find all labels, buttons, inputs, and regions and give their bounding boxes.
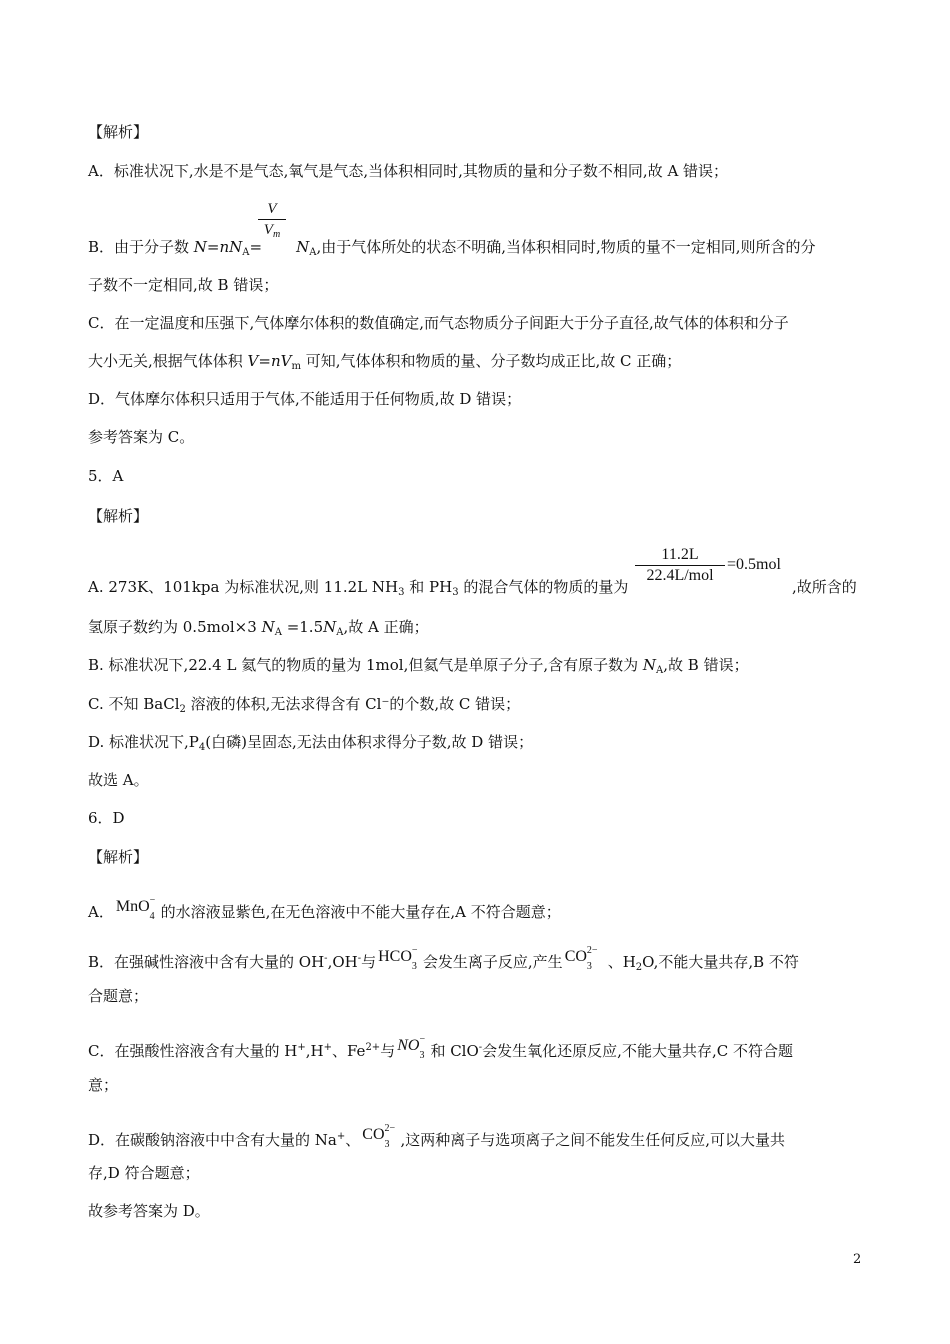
section6-option-c-line1 (88, 1035, 793, 1062)
frac-sub-m: m (272, 229, 281, 240)
section5-jiexi: 【解析】 (88, 507, 149, 525)
text: 和 ClO (430, 1042, 479, 1060)
text: NO (397, 1037, 420, 1054)
text: B. 标准状况下,22.4 L 氦气的物质的量为 1mol,但氦气是单原子分子,含有原子数为 (88, 656, 643, 674)
text: 2+ (365, 1042, 381, 1053)
text: CO (564, 948, 587, 965)
text: 可知,气体体积和物质的量、分子数均成正比,故 C 正确； (300, 352, 682, 370)
section5-option-c (88, 693, 520, 715)
nitrate-ion (397, 1034, 428, 1061)
text: B．在强碱性溶液中含有大量的 OH (88, 953, 325, 971)
text: A (309, 247, 317, 258)
text: 3 (419, 1050, 425, 1061)
text: 会发生离子反应,产生 (422, 953, 563, 971)
text: 氢原子数约为 0.5mol×3 (88, 618, 262, 636)
text: N (323, 618, 337, 636)
text: + (323, 1042, 332, 1053)
text: C. 不知 BaCl (88, 695, 180, 713)
permanganate-ion (115, 895, 159, 922)
text: B．由于分子数 (88, 238, 194, 256)
text: A (274, 627, 282, 638)
text: 4 (198, 742, 206, 753)
text: m (291, 361, 301, 372)
text: ,这两种离子与选项离子之间不能发生任何反应,可以大量共 (400, 1131, 786, 1149)
text: N (193, 238, 207, 256)
text: A (336, 627, 344, 638)
frac-denominator-v: V (263, 222, 273, 238)
fraction-v-over-vm (258, 199, 286, 240)
text: C．在强酸性溶液含有大量的 H (88, 1042, 298, 1060)
text: N (296, 238, 310, 256)
text: = (258, 352, 271, 370)
text: D. 标准状况下,P (88, 733, 199, 751)
text: CO (362, 1126, 385, 1143)
section5-option-a-after: ,故所含的 (792, 578, 857, 596)
section4-jiexi: 【解析】 (88, 123, 149, 141)
section6-option-d-line1 (88, 1124, 785, 1151)
text: ,H (305, 1042, 324, 1060)
text: ,故 B 错误； (663, 656, 749, 674)
text: N (261, 618, 275, 636)
text: 2 (179, 704, 186, 715)
section4-option-b-line1 (88, 236, 816, 258)
text: = (206, 238, 220, 256)
text: A (656, 665, 664, 676)
text: A. 273K、101kpa 为标准状况,则 11.2L NH (88, 578, 399, 596)
text: 的混合气体的物质的量为 (458, 578, 629, 596)
section6-option-d-line2: 存,D 符合题意； (88, 1164, 200, 1182)
section6-option-c-line2: 意； (88, 1076, 119, 1094)
text: (白磷)呈固态,无法由体积求得分子数,故 D 错误； (205, 733, 534, 751)
text: nN (219, 238, 243, 256)
text: + (297, 1042, 306, 1053)
text: + (336, 1131, 346, 1142)
text: 大小无关,根据气体体积 (88, 352, 248, 370)
text: 的水溶液显紫色,在无色溶液中不能大量存在,A 不符合题意； (160, 903, 561, 921)
section4-option-d: D．气体摩尔体积只适用于气体,不能适用于任何物质,故 D 错误； (88, 390, 522, 408)
text: 2 (635, 962, 643, 973)
frac-denominator: 22.4L/mol (646, 567, 714, 584)
section4-option-c-line1: C．在一定温度和压强下,气体摩尔体积的数值确定,而气态物质分子间距大于分子直径,故气体的体积和分子 (88, 314, 789, 332)
text: ,OH (327, 953, 358, 971)
section4-option-b-line2: 子数不一定相同,故 B 错误； (88, 276, 279, 294)
text: 3 (411, 961, 417, 972)
text: ,由于气体所处的状态不明确,当体积相同时,物质的量不一定相同,则所含的分 (316, 238, 816, 256)
text: 3 (586, 961, 592, 972)
text: 会发生氧化还原反应,不能大量共存,C 不符合题 (482, 1042, 793, 1060)
text: A． (88, 903, 114, 921)
frac-numerator-v: V (267, 201, 277, 217)
text: - (357, 953, 362, 964)
text: HCO (378, 948, 412, 965)
section6-option-b-line2: 合题意； (88, 987, 149, 1005)
section5-option-a-line2 (88, 616, 429, 638)
section4-option-a: A．标准状况下,水是不是气态,氧气是气态,当体积相同时,其物质的量和分子数不相同,故 A 错误； (88, 162, 729, 180)
section5-option-d (88, 731, 533, 753)
carbonate-ion (362, 1123, 398, 1150)
text: 、 (345, 1131, 361, 1149)
frac-numerator: 11.2L (661, 546, 699, 563)
frac-result: =0.5mol (727, 556, 781, 573)
section5-option-b (88, 654, 749, 676)
text: 3 (398, 587, 405, 598)
text: - (478, 1042, 483, 1053)
bicarbonate-ion (378, 945, 421, 972)
text: ,故 A 正确； (343, 618, 429, 636)
section6-jiexi: 【解析】 (88, 848, 149, 866)
page-number: 2 (853, 1252, 862, 1267)
text: V (247, 352, 259, 370)
section6-answer: 故参考答案为 D。 (88, 1202, 210, 1220)
text: 和 PH (404, 578, 453, 596)
text: 、H (602, 953, 636, 971)
section6-option-b-line1 (88, 946, 799, 973)
fraction-moles (635, 545, 725, 586)
text: 2− (384, 1123, 396, 1134)
text: 4 (149, 911, 155, 922)
text: 、Fe (331, 1042, 366, 1060)
section4-option-c-line2 (88, 350, 681, 372)
text: − (149, 895, 156, 906)
carbonate-ion (564, 945, 601, 972)
text: 3 (452, 587, 459, 598)
section6-option-a (88, 896, 561, 923)
text: 2− (586, 945, 598, 956)
text: − (411, 945, 418, 956)
text: A (242, 247, 250, 258)
text: O,不能大量共存,B 不符 (642, 953, 799, 971)
text: 溶液的体积,无法求得含有 Cl⁻的个数,故 C 错误； (185, 695, 521, 713)
text: N (642, 656, 657, 674)
text: D．在碳酸钠溶液中中含有大量的 Na (88, 1131, 337, 1149)
section5-heading: 5．A (88, 467, 124, 485)
text: 与 (361, 953, 377, 971)
text: =1.5 (281, 618, 324, 636)
text: 与 (380, 1042, 396, 1060)
text: MnO (115, 898, 150, 915)
section6-heading: 6．D (88, 809, 125, 827)
section5-option-a-line1 (88, 576, 628, 598)
text: = (249, 238, 263, 256)
section4-answer: 参考答案为 C。 (88, 428, 195, 446)
text: 3 (384, 1139, 390, 1150)
text: nV (270, 352, 292, 370)
text: − (419, 1034, 426, 1045)
text: - (324, 953, 328, 964)
section5-answer: 故选 A。 (88, 771, 149, 789)
